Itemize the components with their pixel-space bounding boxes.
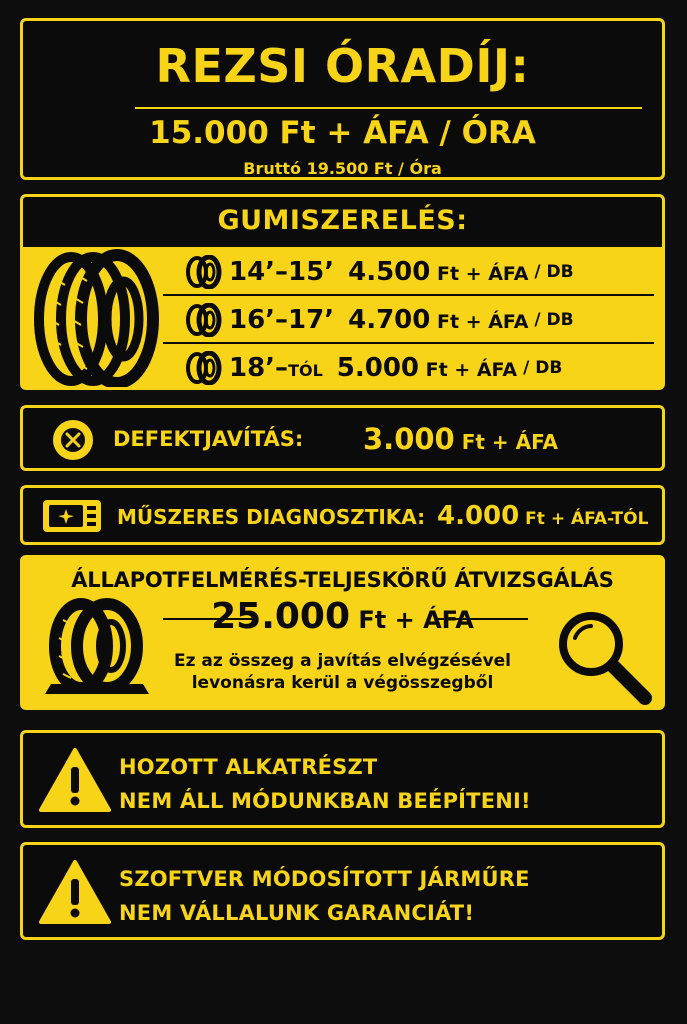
tyre-price-suffix: Ft + ÁFA [430,263,529,285]
inspection-price-main: 25.000 [211,596,351,637]
tyre-price-suffix: Ft + ÁFA [419,359,518,381]
mini-tire-icon [183,303,223,337]
tyre-size [229,305,334,335]
puncture-repair-price [363,422,558,456]
diagnostics-price-suffix: Ft + ÁFA-TÓL [519,509,649,529]
tyre-row-2 [183,297,653,343]
warning-line-1: HOZOTT ALKATRÉSZT [119,755,378,779]
tyre-unit: / DB [534,310,574,330]
diagnostics-price [437,501,648,531]
diagnostics-price-main: 4.000 [437,501,520,531]
divider [163,342,654,344]
hourly-rate-title: REZSI ÓRADÍJ: [155,39,530,93]
tyre-price-main: 4.500 [348,257,431,287]
inspection-title: ÁLLAPOTFELMÉRÉS-TELJESKÖRŰ ÁTVIZSGÁLÁS [71,568,614,592]
tyre-price [348,257,528,287]
tyre-row-1 [183,249,653,295]
puncture-repair-price-suffix: Ft + ÁFA [454,430,558,454]
warning-line-2: NEM ÁLL MÓDUNKBAN BEÉPÍTENI! [119,789,531,813]
inspection-panel [20,555,665,710]
tyre-size [229,257,334,287]
hourly-rate-panel [20,18,665,180]
tyre-fitting-header [23,197,662,247]
mini-tire-icon [183,351,223,385]
divider [135,107,642,109]
puncture-repair-price-main: 3.000 [363,422,455,456]
tyre-size-main: 14’–15’ [229,257,335,287]
tyre-fitting-panel [20,194,665,390]
tyre-price [337,353,517,383]
warning-icon [39,859,111,925]
divider [163,294,654,296]
warning-line-1: SZOFTVER MÓDOSÍTOTT JÁRMŰRE [119,867,530,891]
hourly-rate-gross: Bruttó 19.500 Ft / Óra [243,159,442,178]
tyre-price [348,305,528,335]
warning-icon [39,747,111,813]
tyre-fitting-title: GUMISZERELÉS: [217,205,468,236]
warning-panel-parts [20,730,665,828]
tyre-unit: / DB [523,358,563,378]
tyre-price-main: 4.700 [348,305,431,335]
warning-line-2: NEM VÁLLALUNK GARANCIÁT! [119,901,475,925]
tire-stack-icon [31,249,163,389]
warning-panel-software [20,842,665,940]
tyre-unit: / DB [534,262,574,282]
tyre-price-suffix: Ft + ÁFA [430,311,529,333]
tyre-size-suffix: TÓL [288,361,323,380]
diagnostics-label: MŰSZERES DIAGNOSZTIKA: [117,505,426,529]
tire-repair-icon [49,416,97,464]
tyre-size [229,353,323,383]
inspection-note-line-2: levonásra kerül a végösszegből [191,673,494,693]
tyre-size-main: 16’–17’ [229,305,335,335]
tire-inspection-icon [41,598,153,700]
inspection-note-line-1: Ez az összeg a javítás elvégzésével [173,651,512,671]
inspection-price-suffix: Ft + ÁFA [350,606,474,634]
tyre-price-main: 5.000 [336,353,420,383]
puncture-repair-label: DEFEKTJAVÍTÁS: [113,427,304,451]
diagnostics-panel [20,485,665,545]
hourly-rate-price: 15.000 Ft + ÁFA / ÓRA [149,115,536,151]
magnifier-icon [553,606,653,706]
tyre-row-3 [183,345,653,390]
puncture-repair-panel [20,405,665,471]
tyre-size-main: 18’– [229,353,289,383]
mini-tire-icon [183,255,223,289]
diagnostic-device-icon [41,496,103,536]
